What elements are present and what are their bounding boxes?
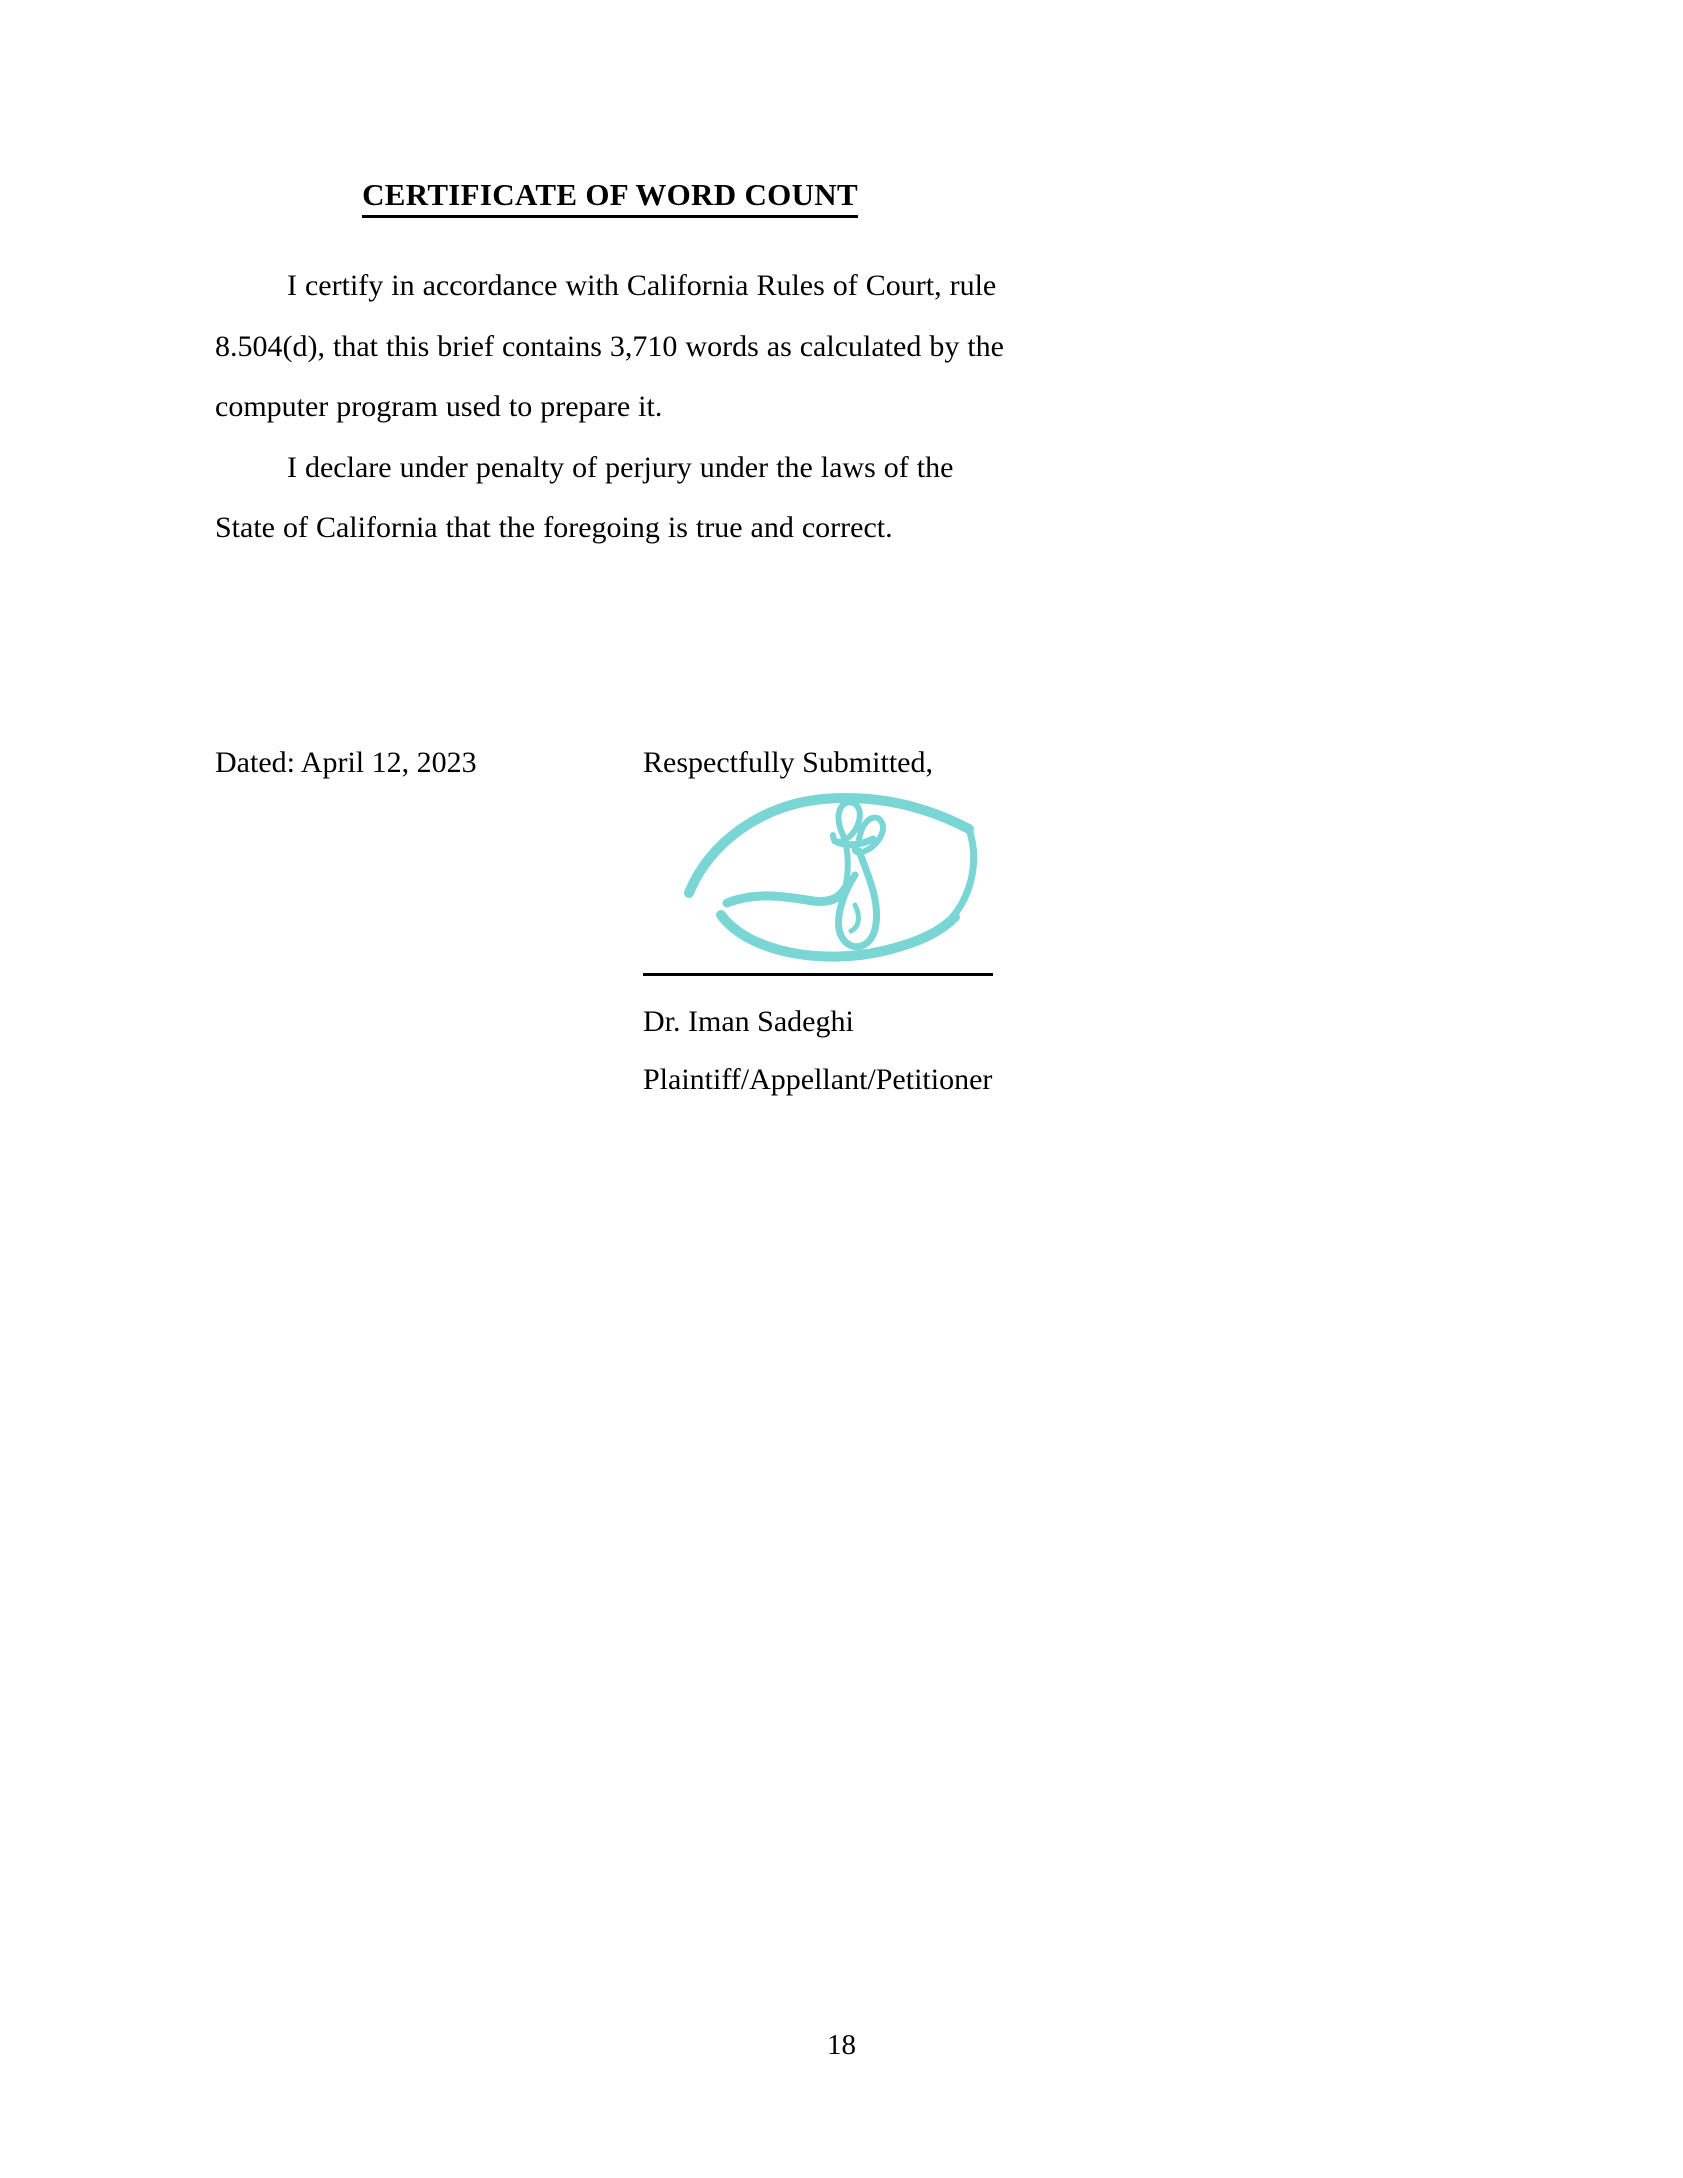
paragraph-perjury-declaration: I declare under penalty of perjury under the laws of the State of California that the foregoing is true and correct. <box>215 450 954 545</box>
handwritten-signature-icon <box>683 785 983 965</box>
dated-line: Dated: April 12, 2023 <box>215 746 477 779</box>
page-title-text: CERTIFICATE OF WORD COUNT <box>362 178 858 218</box>
page-number: 18 <box>827 2029 856 2061</box>
respectfully-submitted-column <box>643 745 1203 1096</box>
document-body <box>215 178 1005 559</box>
signature-block <box>215 745 1215 1165</box>
page-title <box>215 178 1005 218</box>
paragraph-word-count-certification: I certify in accordance with California Rules of Court, rule 8.504(d), that this brief contains 3,710 words as calculated by the computer program used to prepare it. <box>215 269 1004 424</box>
signer-role: Plaintiff/Appellant/Petitioner <box>643 1063 993 1096</box>
signer-name: Dr. Iman Sadeghi <box>643 1005 854 1038</box>
signature-line <box>643 973 993 976</box>
respectfully-submitted-label: Respectfully Submitted, <box>643 746 933 779</box>
